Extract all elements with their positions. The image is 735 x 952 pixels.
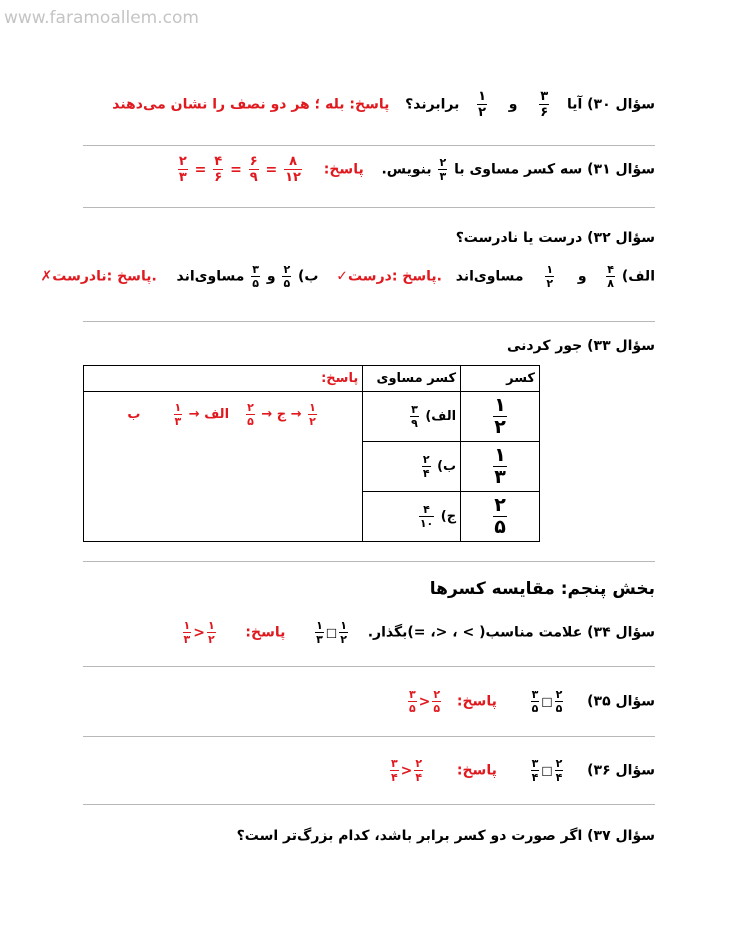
question-32-items: [41, 264, 655, 289]
q36-right-fraction: ۳ ۴: [531, 757, 539, 784]
table-cell-fraction: ۱ ۲: [461, 392, 540, 442]
question-31: [176, 155, 655, 184]
q34-label: سؤال ۳۴) علامت مناسب( > ، <، =)بگذار.: [367, 624, 655, 641]
question-36: [388, 758, 655, 783]
q31-fraction: ۲ ۳: [439, 156, 447, 183]
question-33-title: سؤال ۳۳) جور کردنی: [507, 338, 655, 354]
table-cell-equal: ب) ۲ ۴: [363, 442, 461, 492]
q36-answer: ۲ ۴ < ۳ ۴: [390, 757, 423, 784]
q30-answer: پاسخ: بله ؛ هر دو نصف را نشان می‌دهند: [112, 96, 390, 113]
q32-a-answer: .پاسخ :درست✓: [336, 268, 442, 285]
comparison-box: □: [541, 694, 553, 709]
divider: [83, 207, 655, 208]
q36-answer-label: پاسخ:: [456, 762, 497, 779]
divider: [83, 145, 655, 146]
q32-a-fraction-1: ۴ ۸: [607, 263, 614, 290]
q32-b-prefix: ب): [298, 268, 319, 285]
q31-answer-chain: ۸ ۱۲ = ۶ ۹ = ۴ ۶ = ۲ ۳: [178, 154, 301, 185]
q32-a-fraction-2: ۱ ۲: [546, 263, 554, 290]
col-header-equal: کسر مساوی: [363, 366, 461, 392]
q35-right-fraction: ۳ ۵: [531, 688, 539, 715]
comparison-box: □: [325, 625, 338, 640]
q31-chain-fraction: ۲ ۳: [178, 154, 187, 185]
q31-chain-fraction: ۶ ۹: [249, 154, 258, 185]
watermark: www.faramoallem.com: [4, 8, 199, 28]
q34-answer-label: پاسخ:: [245, 624, 286, 641]
q34-answer: ۱ ۲ < ۱ ۳: [183, 619, 215, 646]
q30-label: سؤال ۳۰) آیا: [566, 96, 655, 113]
q32-b-fraction-2: ۳ ۵: [252, 263, 259, 290]
comparison-box: □: [541, 763, 553, 778]
q31-answer-label: پاسخ:: [323, 161, 364, 178]
q36-left-fraction: ۲ ۴: [555, 757, 563, 784]
q30-tail: برابرند؟: [405, 96, 460, 113]
q34-left-fraction: ۱ ۲: [340, 619, 347, 646]
question-35: [406, 689, 655, 714]
q32-a-prefix: الف): [621, 268, 655, 285]
table-cell-equal: الف) ۳ ۹: [363, 392, 461, 442]
q32-b-answer: .پاسخ :نادرست✗: [40, 268, 157, 285]
col-header-fraction: کسر: [461, 366, 540, 392]
q31-chain-fraction: ۸ ۱۲: [285, 154, 301, 185]
table-cell-equal: ج) ۴ ۱۰: [363, 492, 461, 542]
q32-and: و: [266, 268, 276, 285]
q36-label: سؤال ۳۶): [587, 762, 655, 779]
divider: [83, 561, 655, 562]
q35-answer-label: پاسخ:: [456, 693, 497, 710]
q30-fraction-2: ۱ ۲: [478, 89, 487, 120]
q35-left-fraction: ۲ ۵: [555, 688, 563, 715]
q31-label: سؤال ۳۱) سه کسر مساوی با: [454, 161, 655, 178]
q32-b-fraction-1: ۲ ۵: [283, 263, 291, 290]
divider: [83, 321, 655, 322]
q31-tail: بنویس.: [381, 161, 432, 178]
divider: [83, 804, 655, 805]
table-cell-fraction: ۲ ۵: [461, 492, 540, 542]
section-5-title: بخش پنجم: مقایسه کسرها: [429, 579, 655, 599]
q32-b-tail: مساوی‌اند: [176, 268, 245, 285]
question-32-title: سؤال ۳۲) درست یا نادرست؟: [455, 230, 655, 246]
q31-chain-fraction: ۴ ۶: [214, 154, 223, 185]
q35-answer: ۲ ۵ < ۳ ۵: [408, 688, 441, 715]
question-34: [181, 620, 656, 645]
q35-label: سؤال ۳۵): [587, 693, 655, 710]
question-30: [112, 90, 655, 119]
q30-fraction-1: ۳ ۶: [540, 89, 549, 120]
divider: [83, 736, 655, 737]
matching-table: [83, 365, 540, 542]
col-header-answer: پاسخ:: [84, 366, 363, 392]
matching-answer: ج → ۲ ۵ الف → ۱ ۳ ب → ۱ ۲: [84, 392, 363, 542]
q34-right-fraction: ۱ ۳: [316, 619, 323, 646]
question-37: سؤال ۳۷) اگر صورت دو کسر برابر باشد، کدام بزرگ‌تر است؟: [236, 828, 655, 844]
q30-and: و: [508, 96, 518, 113]
q32-and: و: [577, 268, 587, 285]
q32-a-tail: مساوی‌اند: [455, 268, 524, 285]
divider: [83, 666, 655, 667]
table-cell-fraction: ۱ ۳: [461, 442, 540, 492]
